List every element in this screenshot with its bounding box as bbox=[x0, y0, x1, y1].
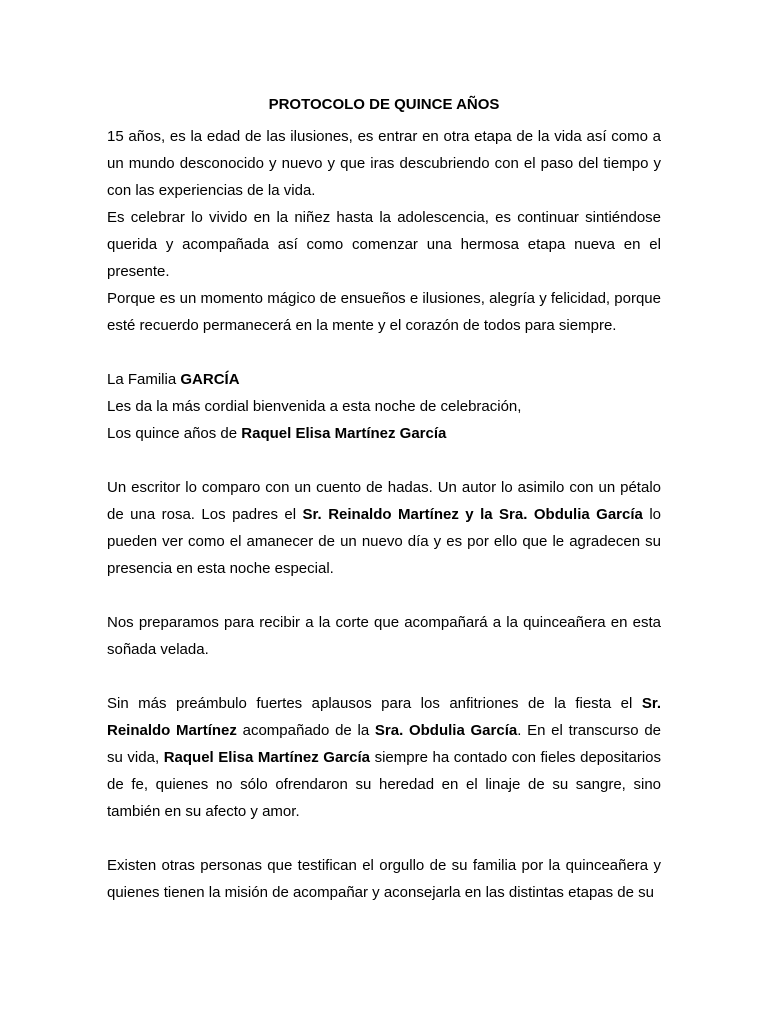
hosts-text-1: Sin más preámbulo fuertes aplausos para los anfitriones de la fiesta el bbox=[107, 695, 642, 712]
document-title: PROTOCOLO DE QUINCE AÑOS bbox=[268, 96, 500, 113]
document-body bbox=[107, 91, 661, 906]
spacer bbox=[107, 447, 661, 474]
paragraph-celebrate: Es celebrar lo vivido en la niñez hasta la adolescencia, es continuar sintiéndose querida y acompañada así como comenzar una hermosa etapa nueva en el presente. bbox=[107, 209, 661, 280]
paragraph-magic-moment: Porque es un momento mágico de ensueños e ilusiones, alegría y felicidad, porque esté recuerdo permanecerá en la mente y el corazón de todos para siempre. bbox=[107, 290, 661, 334]
spacer bbox=[107, 339, 661, 366]
welcome-family-prefix: La Familia bbox=[107, 371, 181, 388]
welcome-family-line bbox=[107, 366, 661, 393]
spacer bbox=[107, 663, 661, 690]
hosts-text-4: siempre ha contado con fieles depositarios de fe, quienes no sólo ofrendaron su heredad en el linaje de su sangre, sino también en su afecto y amor. bbox=[107, 749, 661, 820]
quinceanera-prefix: Los quince años de bbox=[107, 425, 242, 442]
hosts-text-3: . En el transcurso de su vida, bbox=[107, 722, 661, 766]
hosts-text-2: acompañado de la bbox=[236, 722, 375, 739]
paragraph-godparents: Existen otras personas que testifican el orgullo de su familia por la quinceañera y quienes tienen la misión de acompañar y aconsejarla en las distintas etapas de su bbox=[107, 857, 661, 901]
father-name: Sr. Reinaldo Martínez bbox=[107, 695, 661, 739]
quinceanera-line bbox=[107, 420, 661, 447]
paragraph-fairy-tale bbox=[107, 474, 661, 582]
parents-names: Sr. Reinaldo Martínez y la Sra. Obdulia García bbox=[302, 506, 643, 523]
spacer bbox=[107, 825, 661, 852]
fairy-tale-text-2: lo pueden ver como el amanecer de un nuevo día y es por ello que le agradecen su presencia en esta noche especial. bbox=[107, 506, 661, 577]
paragraph-court: Nos preparamos para recibir a la corte que acompañará a la quinceañera en esta soñada velada. bbox=[107, 614, 661, 658]
spacer bbox=[107, 582, 661, 609]
quinceanera-name-inline: Raquel Elisa Martínez García bbox=[163, 749, 371, 766]
family-name: GARCÍA bbox=[180, 371, 240, 388]
fairy-tale-text-1: Un escritor lo comparo con un cuento de hadas. Un autor lo asimilo con un pétalo de una rosa. Los padres el bbox=[107, 479, 661, 523]
welcome-line: Les da la más cordial bienvenida a esta noche de celebración, bbox=[107, 398, 522, 415]
mother-name: Sra. Obdulia García bbox=[374, 722, 518, 739]
quinceanera-name: Raquel Elisa Martínez García bbox=[241, 425, 447, 442]
paragraph-hosts bbox=[107, 690, 661, 825]
paragraph-intro: 15 años, es la edad de las ilusiones, es entrar en otra etapa de la vida así como a un mundo desconocido y nuevo y que iras descubriendo con el paso del tiempo y con las experiencias de la vida. bbox=[107, 128, 661, 199]
